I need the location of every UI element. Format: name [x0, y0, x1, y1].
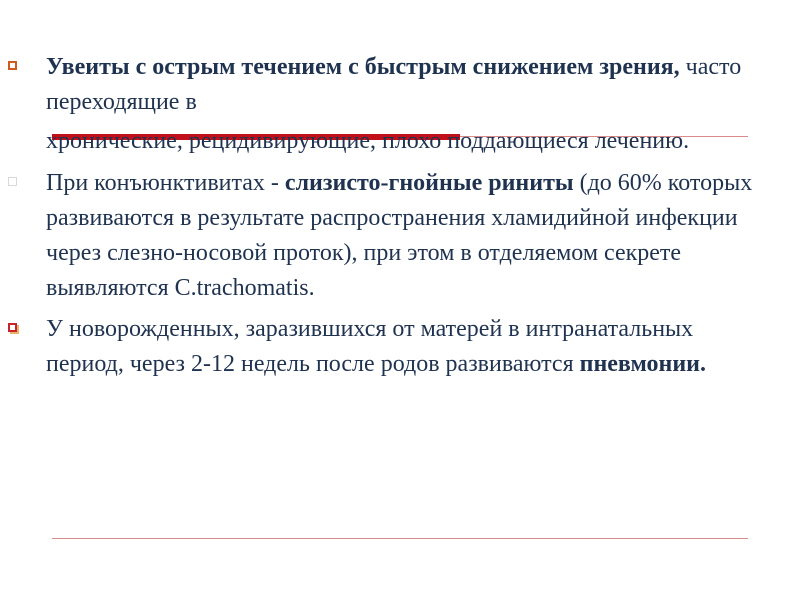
uveitis-continuation: хронические, рецидивирующие, плохо поддающиеся лечению. [46, 128, 690, 154]
hollow-square-bullet-icon [8, 61, 17, 70]
bottom-divider-line [52, 538, 748, 539]
newborns-text-start: У новорожденных, заразившихся от матерей в интранатальных период, через 2-12 недель после родов развиваются [46, 316, 694, 377]
shadowed-square-bullet-icon [8, 323, 17, 332]
uveitis-bold-text: Увеиты с острым течением с быстрым снижением зрения, [46, 54, 680, 80]
faint-square-bullet-icon [8, 177, 17, 186]
uveitis-text-end: часто переходящие в [46, 54, 742, 115]
conjunctivitis-text-rest: (до 60% которых развиваются в результате распространения хламидийной инфекции через слезно-носовой проток), при этом в отделяемом секрете выявляются C.trachomatis. [46, 170, 753, 301]
paragraph-conjunctivitis [46, 166, 766, 306]
slide-body [46, 50, 766, 382]
conjunctivitis-text-start: При конъюнктивитах - [46, 170, 285, 196]
paragraph-uveitis [46, 50, 766, 159]
newborns-bold-text: пневмонии. [579, 351, 706, 377]
paragraph-newborns [46, 312, 766, 382]
conjunctivitis-bold-text: слизисто-гнойные риниты [284, 170, 574, 196]
